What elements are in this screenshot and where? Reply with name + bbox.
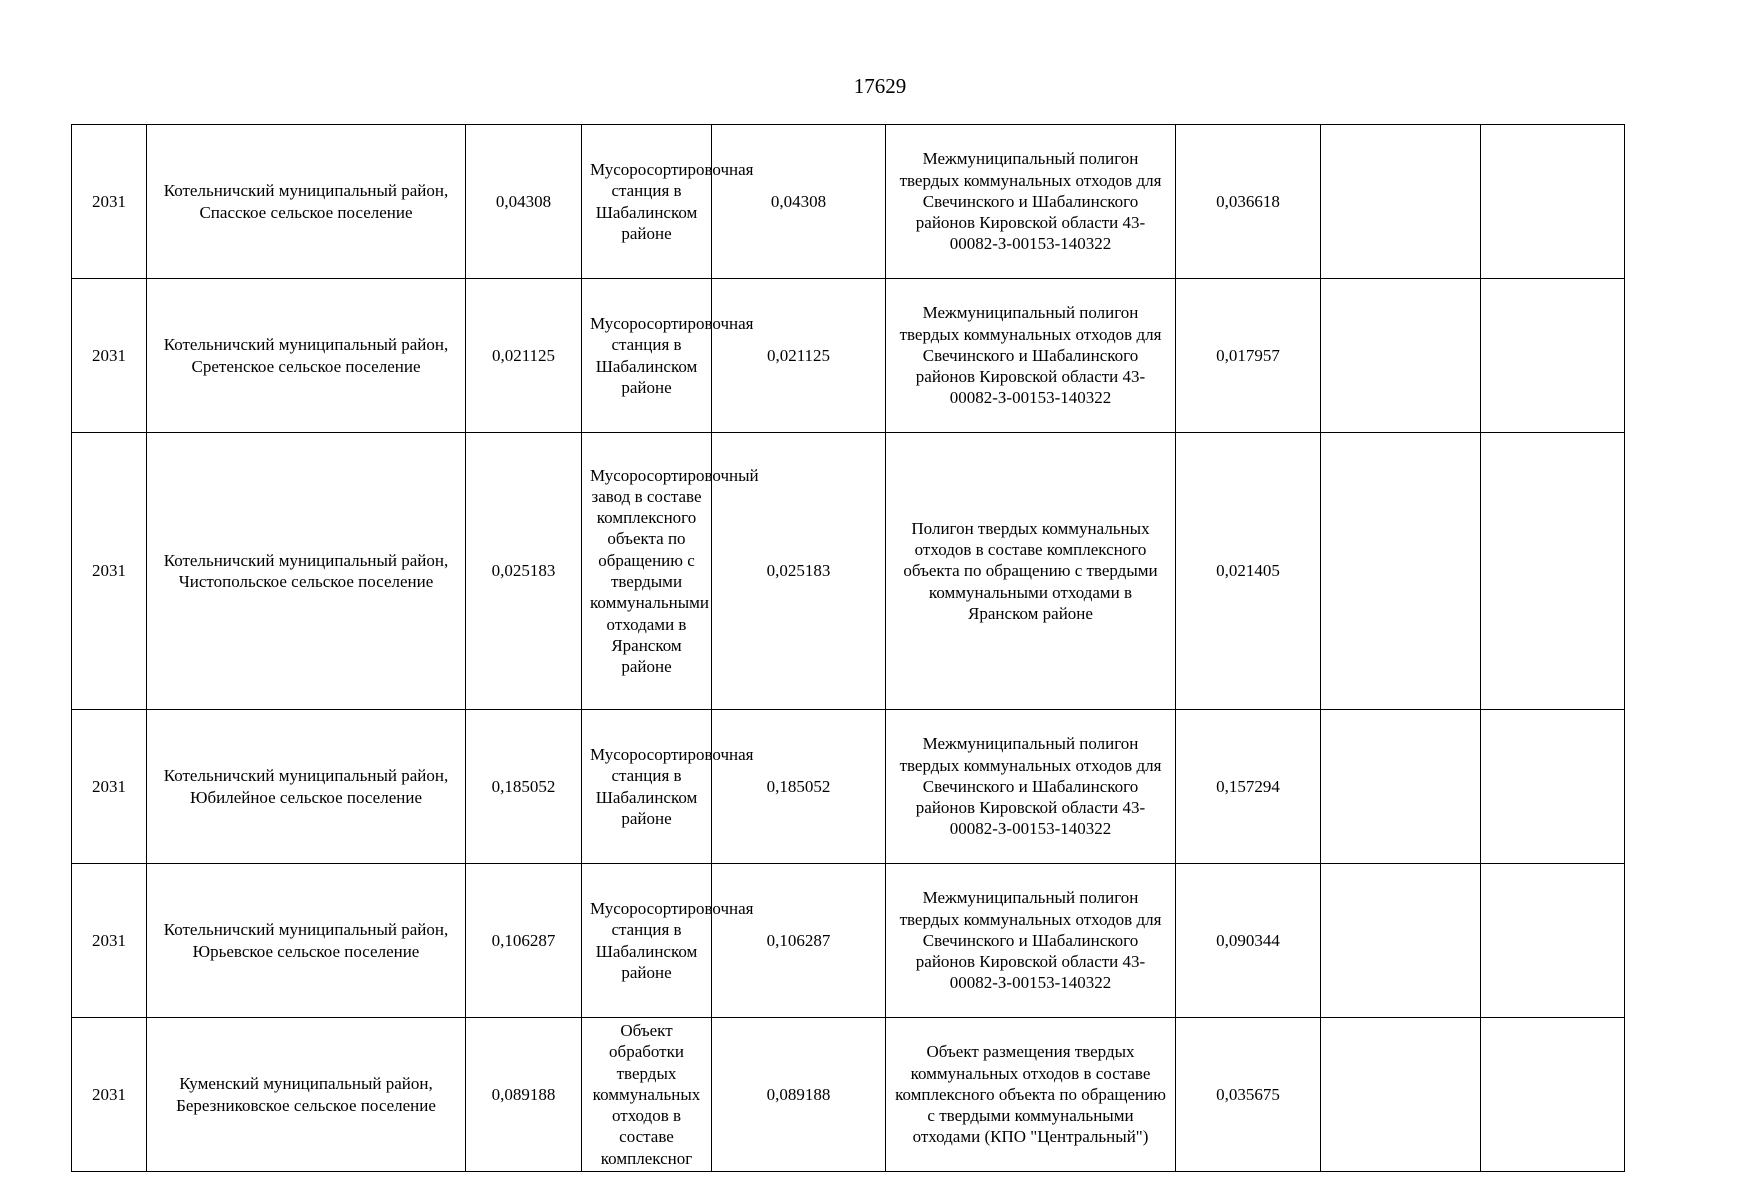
year-cell: 2031 [72,864,147,1018]
landfill-cell: Межмуниципальный полигон твердых коммунальных отходов для Свечинского и Шабалинского районов Кировской области 43-00082-З-00153-140322 [886,125,1176,279]
municipality-cell: Котельничский муниципальный район, Юрьевское сельское поселение [147,864,466,1018]
facility-volume-cell: 0,04308 [712,125,886,279]
empty-cell [1481,710,1625,864]
table-row [72,279,1625,433]
municipality-cell: Куменский муниципальный район, Березниковское сельское поселение [147,1018,466,1172]
volume-cell: 0,025183 [466,433,582,710]
landfill-volume-cell: 0,021405 [1176,433,1321,710]
volume-cell: 0,021125 [466,279,582,433]
landfill-volume-cell: 0,035675 [1176,1018,1321,1172]
landfill-volume-cell: 0,017957 [1176,279,1321,433]
year-cell: 2031 [72,710,147,864]
table-row [72,864,1625,1018]
table-row [72,125,1625,279]
facility-volume-cell: 0,089188 [712,1018,886,1172]
landfill-cell: Межмуниципальный полигон твердых коммунальных отходов для Свечинского и Шабалинского районов Кировской области 43-00082-З-00153-140322 [886,279,1176,433]
facility-cell: Мусоросортировочный завод в составе комплексного объекта по обращению с твердыми коммунальными отходами в Яранском районе [582,433,712,710]
page-number: 17629 [853,74,907,98]
table-row [72,433,1625,710]
volume-cell: 0,089188 [466,1018,582,1172]
facility-volume-cell: 0,185052 [712,710,886,864]
volume-cell: 0,185052 [466,710,582,864]
municipality-cell: Котельничский муниципальный район, Юбилейное сельское поселение [147,710,466,864]
landfill-cell: Полигон твердых коммунальных отходов в составе комплексного объекта по обращению с твердыми коммунальными отходами в Яранском районе [886,433,1176,710]
waste-flow-table [71,124,1625,1172]
empty-cell [1321,710,1481,864]
facility-cell: Мусоросортировочная станция в Шабалинском районе [582,710,712,864]
facility-volume-cell: 0,106287 [712,864,886,1018]
table-row [72,710,1625,864]
landfill-cell: Межмуниципальный полигон твердых коммунальных отходов для Свечинского и Шабалинского районов Кировской области 43-00082-З-00153-140322 [886,710,1176,864]
volume-cell: 0,04308 [466,125,582,279]
year-cell: 2031 [72,1018,147,1172]
landfill-volume-cell: 0,036618 [1176,125,1321,279]
landfill-volume-cell: 0,157294 [1176,710,1321,864]
empty-cell [1321,125,1481,279]
facility-cell: Мусоросортировочная станция в Шабалинском районе [582,125,712,279]
facility-volume-cell: 0,025183 [712,433,886,710]
municipality-cell: Котельничский муниципальный район, Сретенское сельское поселение [147,279,466,433]
empty-cell [1481,433,1625,710]
table-row [72,1018,1625,1172]
year-cell: 2031 [72,279,147,433]
facility-cell: Мусоросортировочная станция в Шабалинском районе [582,864,712,1018]
landfill-volume-cell: 0,090344 [1176,864,1321,1018]
year-cell: 2031 [72,125,147,279]
landfill-cell: Межмуниципальный полигон твердых коммунальных отходов для Свечинского и Шабалинского районов Кировской области 43-00082-З-00153-140322 [886,864,1176,1018]
facility-cell: Объект обработки твердых коммунальных отходов в составе комплексног [582,1018,712,1172]
volume-cell: 0,106287 [466,864,582,1018]
facility-cell: Мусоросортировочная станция в Шабалинском районе [582,279,712,433]
municipality-cell: Котельничский муниципальный район, Спасское сельское поселение [147,125,466,279]
landfill-cell: Объект размещения твердых коммунальных отходов в составе комплексного объекта по обращению с твердыми коммунальными отходами (КПО "Центральный") [886,1018,1176,1172]
empty-cell [1481,864,1625,1018]
empty-cell [1481,1018,1625,1172]
empty-cell [1321,864,1481,1018]
year-cell: 2031 [72,433,147,710]
empty-cell [1321,433,1481,710]
empty-cell [1321,1018,1481,1172]
facility-volume-cell: 0,021125 [712,279,886,433]
empty-cell [1481,279,1625,433]
empty-cell [1321,279,1481,433]
municipality-cell: Котельничский муниципальный район, Чистопольское сельское поселение [147,433,466,710]
empty-cell [1481,125,1625,279]
